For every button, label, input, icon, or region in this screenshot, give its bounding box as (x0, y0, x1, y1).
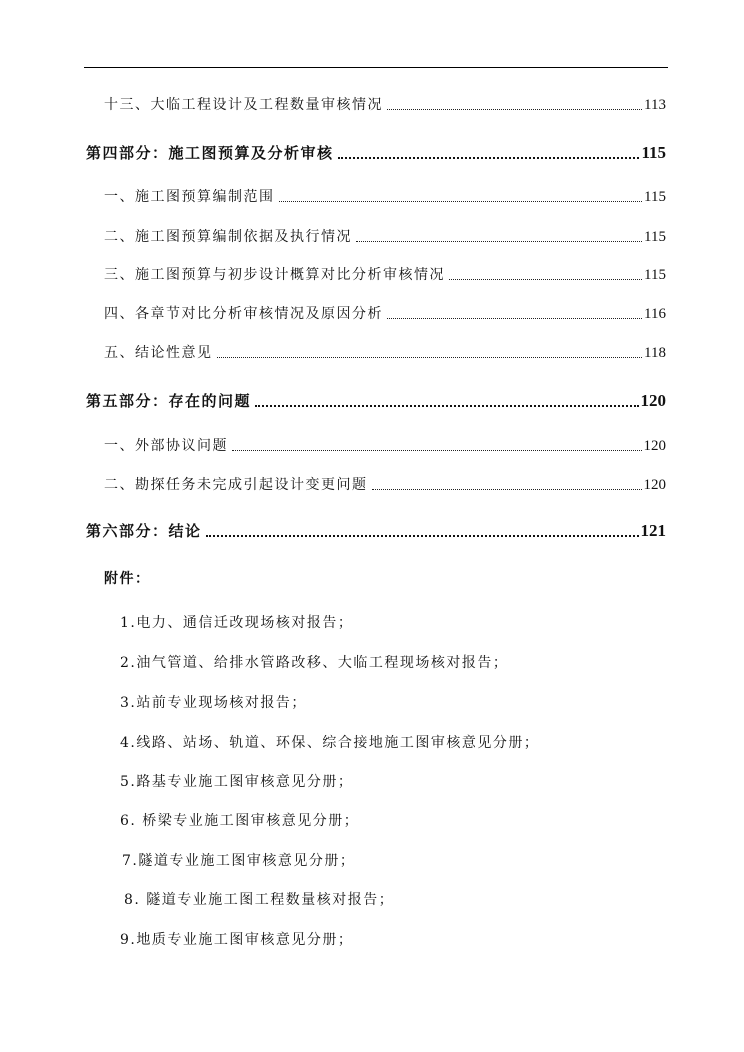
toc-entry-title: 四、各章节对比分析审核情况及原因分析 (104, 306, 383, 322)
toc-entry-title: 第五部分：存在的问题 (86, 392, 252, 410)
toc-entry-page: 115 (644, 229, 666, 245)
toc-entry-title: 十三、大临工程设计及工程数量审核情况 (104, 97, 383, 113)
toc-leader (387, 108, 642, 110)
toc-entry[interactable] (104, 435, 666, 455)
toc-part-heading[interactable] (86, 520, 666, 541)
toc-entry-title: 一、施工图预算编制范围 (104, 189, 275, 205)
toc-entry-page: 116 (644, 306, 666, 322)
toc-leader (449, 278, 642, 280)
toc-entry-page: 120 (640, 391, 666, 410)
toc-entry-title: 一、外部协议问题 (104, 438, 228, 454)
toc-entry-page: 113 (644, 97, 666, 113)
attachment-item: 9.地质专业施工图审核意见分册； (120, 932, 354, 948)
toc-leader (356, 240, 642, 242)
toc-entry[interactable] (104, 94, 666, 114)
attachment-item: 1.电力、通信迁改现场核对报告； (120, 615, 354, 631)
toc-entry-page: 115 (644, 189, 666, 205)
toc-entry-page: 120 (643, 477, 666, 493)
toc-leader (255, 404, 638, 407)
toc-entry[interactable] (104, 474, 666, 494)
toc-leader (217, 356, 643, 358)
header-rule (84, 67, 668, 68)
toc-entry[interactable] (104, 226, 666, 246)
toc-leader (232, 449, 642, 451)
attachment-item: 5.路基专业施工图审核意见分册； (120, 774, 354, 790)
toc-leader (206, 534, 639, 537)
toc-entry-page: 115 (644, 267, 666, 283)
toc-leader (338, 156, 640, 159)
toc-entry[interactable] (104, 303, 666, 323)
toc-leader (279, 200, 643, 202)
toc-entry-title: 第四部分：施工图预算及分析审核 (86, 144, 334, 162)
attachment-item: 6. 桥梁专业施工图审核意见分册； (120, 813, 360, 829)
toc-entry[interactable] (104, 264, 666, 284)
toc-part-heading[interactable] (86, 142, 666, 163)
attachment-item: 7.隧道专业施工图审核意见分册； (122, 853, 356, 869)
toc-entry-page: 115 (641, 143, 666, 162)
toc-entry[interactable] (104, 342, 666, 362)
attachment-item: 2.油气管道、给排水管路改移、大临工程现场核对报告； (120, 655, 509, 671)
attachments-heading: 附件： (104, 571, 151, 587)
toc-entry-title: 二、施工图预算编制依据及执行情况 (104, 229, 352, 245)
toc-entry-page: 120 (643, 438, 666, 454)
attachment-item: 3.站前专业现场核对报告； (120, 695, 307, 711)
attachment-item: 8. 隧道专业施工图工程数量核对报告； (124, 892, 395, 908)
toc-entry-title: 第六部分：结论 (86, 522, 202, 540)
attachment-item: 4.线路、站场、轨道、环保、综合接地施工图审核意见分册； (120, 735, 540, 751)
toc-part-heading[interactable] (86, 390, 666, 411)
toc-entry-title: 二、勘探任务未完成引起设计变更问题 (104, 477, 368, 493)
toc-entry-title: 三、施工图预算与初步设计概算对比分析审核情况 (104, 267, 445, 283)
toc-entry-page: 118 (644, 345, 666, 361)
toc-leader (387, 317, 642, 319)
toc-entry[interactable] (104, 186, 666, 206)
toc-entry-page: 121 (640, 521, 666, 540)
toc-entry-title: 五、结论性意见 (104, 345, 213, 361)
toc-leader (372, 488, 642, 490)
